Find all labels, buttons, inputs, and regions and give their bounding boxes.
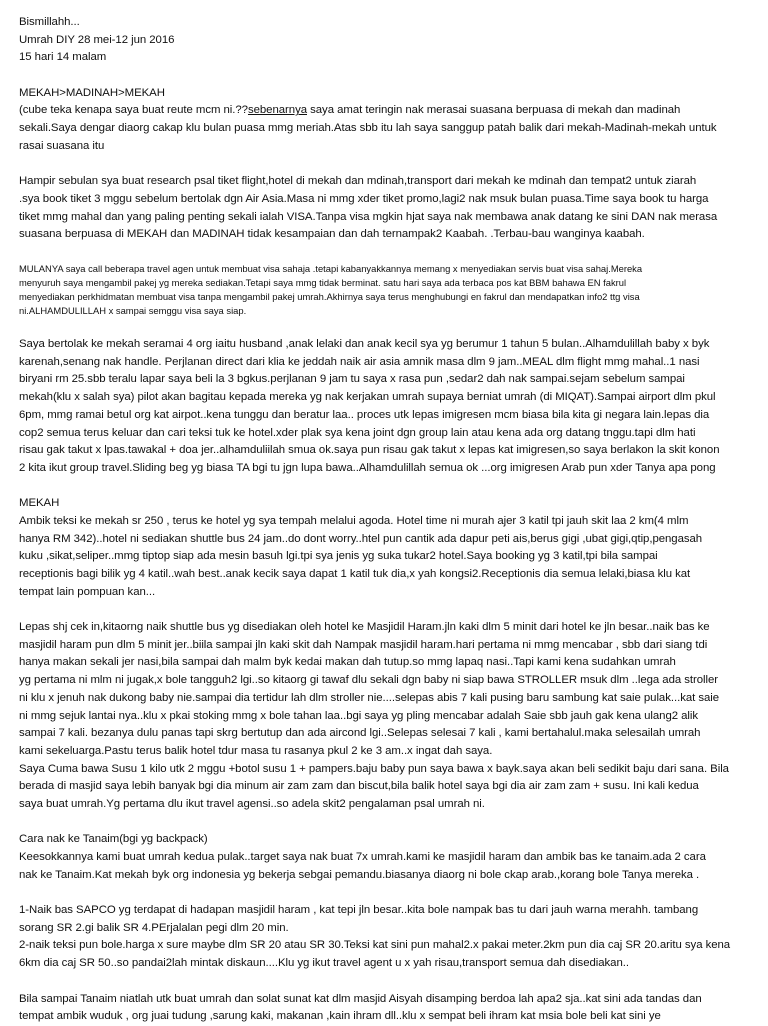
research-line: suasana berpuasa di MEKAH dan MADINAH tidak kesampaian dan dah ternampak2 Kaabah. .Terbau-bau wanginya kaabah. <box>19 228 645 241</box>
tanaim-section <box>19 831 754 884</box>
journey-line: mekah(klu x salah sya) pilot akan bagitau kepada mereka yg nak kerjakan umrah supaya berniat umrah (di MIQAT).Sampai airport dlm pkul <box>19 391 716 404</box>
mekah-title: MEKAH <box>19 497 60 510</box>
route-title: MEKAH>MADINAH>MEKAH <box>19 86 165 99</box>
route-text: saya amat teringin nak merasai suasana berpuasa di mekah dan madinah <box>307 104 681 117</box>
journey-line: biryani rm 25.sbb teralu lapar saya beli la 3 bgkus.perjlanan 9 jam tu saya x rasa pun ,sedar2 dah nak sampai.sejam sebelum sampai <box>19 373 685 386</box>
checkin-line: kami sekeluarga.Pastu terus balik hotel tdur masa tu rasanya pkul 2 ke 3 am..x ingat dah saya. <box>19 744 493 757</box>
checkin-line: masjidil haram pun dlm 5 minit jer..biila sampai jln kaki skit dah Nampak masjidil haram.hari pertama ni mmg mencabar , sbb dari siang tdi <box>19 638 708 651</box>
arrival-paragraph <box>19 991 754 1026</box>
visa-line: menyuruh saya mengambil pakej yg mereka sediakan.Tetapi saya mmg tidak berminat. satu hari saya ada terbaca pos kat BBM bahawa EN fakrul <box>19 276 627 288</box>
header-line: Bismillahh... <box>19 16 80 28</box>
option-line: 1-Naik bas SAPCO yg terdapat di hadapan masjidil haram , kat tepi jln besar..kita bole nampak bas tu dari jauh warna merahh. tambang <box>19 904 699 917</box>
checkin-line: ni klu x jenuh nak dukong baby nie.sampai dia tertidur lah dlm stroller nie....selepas abis 7 kali pusing baru sambung kat saie pulak...kat saie <box>19 691 720 704</box>
header-line: 15 hari 14 malam <box>19 51 107 64</box>
checkin-line: hanya makan sekali jer nasi,bila sampai dah malm byk kedai makan dah tutup.so mmg lapaq nasi..Tapi kami kena sudahkan umrah <box>19 656 676 669</box>
journey-line: 2 kita ikut group travel.Sliding beg yg biasa TA bgi tu jgn lupa bawa..Alhamdulillah semua ok ...org imigresen Arab pun xder Tanya apa pong <box>19 461 716 474</box>
route-line <box>19 102 754 120</box>
paragraph-gap <box>19 244 754 262</box>
mekah-line: kuku ,sikat,seliper..mmg tiptop siap ada mesin basuh lgi.tpi sya jenis yg suka tukar2 hotel.Saya booking yg 3 katil,tpi bila sampai <box>19 550 658 563</box>
paragraph-gap <box>19 814 754 832</box>
mekah-line: receptionis bagi bilik yg 4 katil..wah best..anak kecik saya dapat 1 katil tuk dia,x yah kongsi2.Receptionis dia semua lelaki,biasa klu kat <box>19 568 691 580</box>
mekah-line: hanya RM 342)..hotel ni sediakan shuttle bus 24 jam..do dont worry..htel pun cantik ada dapur peti ais,berus gigi ,ubat gigi,qtip,pengasah <box>19 532 703 545</box>
option-line: 6km dia caj SR 50..so pandai2lah mintak diskaun....Klu yg ikut travel agent u x yah risau,transport semua dah disediakan.. <box>19 957 629 970</box>
paragraph-gap <box>19 318 754 336</box>
transport-options <box>19 902 754 973</box>
document-page <box>19 14 754 1026</box>
journey-paragraph <box>19 336 754 478</box>
option-line: sorang SR 2.gi balik SR 4.PErjalalan pegi dlm 20 min. <box>19 921 289 934</box>
document-header <box>19 14 754 67</box>
tanaim-line: Keesokkannya kami buat umrah kedua pulak..target saya nak buat 7x umrah.kami ke masjidil haram dan ambik bas ke tanaim.ada 2 cara <box>19 851 706 863</box>
arrival-line: Bila sampai Tanaim niatlah utk buat umrah dan solat sunat kat dlm masjid Aisyah disamping berdoa lah apa2 sja..kat sini ada tandas dan <box>19 992 702 1005</box>
header-line: Umrah DIY 28 mei-12 jun 2016 <box>19 33 175 46</box>
route-text: (cube teka kenapa saya buat reute mcm ni.?? <box>19 104 248 117</box>
mekah-section <box>19 495 754 601</box>
checkin-line: saya buat umrah.Yg pertama dlu ikut travel agensi..so adela skit2 pengalaman psal umrah ni. <box>19 797 485 810</box>
checkin-line: Lepas shj cek in,kitaorng naik shuttle bus yg disediakan oleh hotel ke Masjidil Haram.jln kaki dlm 5 minit dari hotel ke jln besar..naik bas ke <box>19 621 710 634</box>
paragraph-gap <box>19 884 754 902</box>
mekah-line: tempat lain pompuan kan... <box>19 585 156 598</box>
research-line: Hampir sebulan sya buat research psal tiket flight,hotel di mekah dan mdinah,transport dari mekah ke mdinah dan tempat2 untuk ziarah <box>19 175 697 188</box>
research-paragraph <box>19 173 754 244</box>
paragraph-gap <box>19 601 754 619</box>
journey-line: Saya bertolak ke mekah seramai 4 org iaitu husband ,anak lelaki dan anak kecil sya yg berumur 1 tahun 5 bulan..Alhamdulillah baby x byk <box>19 338 710 351</box>
visa-line: menyediakan perkhidmatan membuat visa tanpa mengambil pakej umrah.Akhirnya saya terus menghubungi en fakrul dan mendapatkan info2 ttg visa <box>19 291 640 302</box>
option-line: 2-naik teksi pun bole.harga x sure maybe dlm SR 20 atau SR 30.Teksi kat sini pun mahal2.x pakai meter.2km pun dia caj SR 20.aritu sya kena <box>19 939 731 952</box>
checkin-line: Saya Cuma bawa Susu 1 kilo utk 2 mggu +botol susu 1 + pampers.baju baby pun saya bawa x bayk.saya akan beli sedikit baju dari sana. Bila <box>19 762 729 775</box>
route-line: rasai suasana itu <box>19 139 105 152</box>
visa-paragraph <box>19 262 754 319</box>
underlined-word: sebenarnya <box>247 104 307 117</box>
checkin-line: yg pertama ni mlm ni jugak,x bole tangguh2 lgi..so kitaorg gi tawaf dlu sekali dgn baby ni siap bawa STROLLER msuk dlm ..lega ada stroller <box>19 674 719 687</box>
visa-line: MULANYA saya call beberapa travel agen untuk membuat visa sahaja .tetapi kabanyakkannya memang x menyediakan servis buat visa sahaj.Mereka <box>19 262 643 274</box>
checkin-line: ni mmg sejuk lantai nya..klu x pkai stoking mmg x bole tahan laa..bgi saya yg pling mencabar adalah Saie sbb jauh gak kena ulang2 alik <box>19 709 699 722</box>
research-line: .sya book tiket 3 mggu sebelum bertolak dgn Air Asia.Masa ni mmg xder tiket promo,lagi2 nak msuk bulan puasa.Time saya book tu harga <box>19 192 709 205</box>
paragraph-gap <box>19 156 754 174</box>
research-line: tiket mmg mahal dan yang paling penting sekali ialah VISA.Tanpa visa mgkin hjat saya nak membawa anak datang ke sini DAN nak merasa <box>19 210 718 223</box>
checkin-paragraph <box>19 619 754 814</box>
route-section <box>19 85 754 156</box>
checkin-line: berada di masjid saya lebih banyak bgi dia minum air zam zam dan biscut,bila balik hotel saya bgi dia air zam zam + susu. Ini kali kedua <box>19 780 699 793</box>
journey-line: 6pm, mmg ramai betul org kat airpot..kena tunggu dan beratur laa.. proces utk lepas imigresen mcm biasa bila kita gi negara lain.lepas dia <box>19 408 710 421</box>
route-line: sekali.Saya dengar diaorg cakap klu bulan puasa mmg meriah.Atas sbb itu lah saya sanggup patah balik dari mekah-Madinah-mekah untuk <box>19 122 717 135</box>
journey-line: karenah,senang nak handle. Perjlanan direct dari klia ke jeddah naik air asia amnik masa dlm 9 jam..MEAL dlm flight mmg mahal..1 nasi <box>19 355 700 368</box>
journey-line: risau gak takut x lpas.tawakal + doa jer..alhamduliilah smua ok.saya pun risau gak takut x lepas kat imigresen,so saya berlakon la skit konon <box>19 444 720 457</box>
paragraph-gap <box>19 67 754 85</box>
paragraph-gap <box>19 478 754 496</box>
tanaim-title: Cara nak ke Tanaim(bgi yg backpack) <box>19 833 208 846</box>
checkin-line: sampai 7 kali. bezanya dulu panas tapi skrg bertutup dan ada aircond lgi..Selepas selesai 7 kali , kami bertahalul.maka selesailah umrah <box>19 727 701 740</box>
journey-line: cop2 semua terus keluar dan cari teksi tuk ke hotel.xder plak sya kena joint dgn group lain atau kena ada org datang tnggu.tapi dlm hati <box>19 426 696 439</box>
arrival-line: tempat ambik wuduk , org juai tudung ,sarung kaki, makanan ,kain ihram dll..klu x sempat beli ihram kat msia bole beli kat sini ye <box>19 1010 661 1023</box>
mekah-line: Ambik teksi ke mekah sr 250 , terus ke hotel yg sya tempah melalui agoda. Hotel time ni murah ajer 3 katil tpi jauh skit laa 2 km(4 mlm <box>19 514 689 527</box>
paragraph-gap <box>19 973 754 991</box>
tanaim-line: nak ke Tanaim.Kat mekah byk org indonesia yg bekerja sebgai pemandu.biasanya diaorg ni bole ckap arab.,korang bole Tanya mereka . <box>19 868 700 881</box>
visa-line: ni.ALHAMDULILLAH x sampai semggu visa saya siap. <box>19 305 247 317</box>
